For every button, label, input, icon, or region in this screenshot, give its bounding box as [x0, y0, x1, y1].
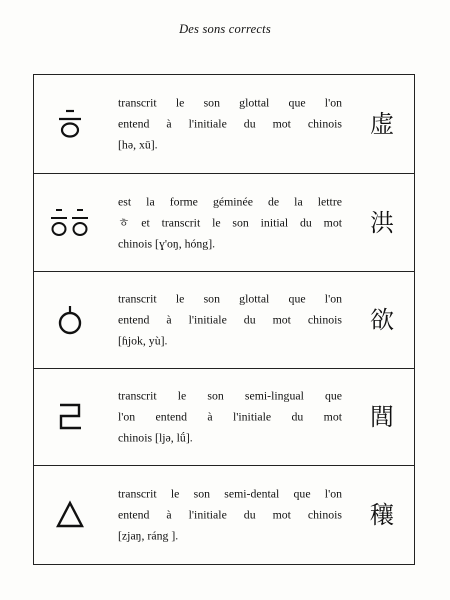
hieut-glyph-icon: [55, 108, 85, 140]
chinese-character: 洪: [370, 208, 394, 237]
chinese-character: 虚: [370, 110, 394, 138]
rieul-glyph-icon: [55, 401, 85, 433]
description-line: transcrit le son semi-lingual que: [118, 388, 342, 403]
description-line: chinois [ljə, lǘ].: [118, 430, 193, 445]
description-line: transcrit le son semi-dental que l'on: [118, 486, 342, 501]
table-row: [34, 369, 414, 466]
double-hieut-glyph-icon: [50, 207, 90, 239]
hangul-letter: [40, 397, 100, 437]
description-line: [hə, xū].: [118, 137, 158, 152]
row-description: [118, 386, 342, 449]
row-description: [118, 289, 342, 352]
row-description: [118, 93, 342, 156]
description-line: transcrit le son glottal que l'on: [118, 291, 342, 306]
description-line: entend à l'initiale du mot chinois: [118, 312, 342, 327]
ieung-glyph-icon: [55, 304, 85, 336]
table-row: [34, 272, 414, 369]
chinese-character: 閭: [370, 403, 394, 431]
description-line: l'on entend à l'initiale du mot: [118, 409, 342, 424]
description-line: est la forme géminée de la lettre: [118, 194, 342, 208]
table-row: [34, 174, 414, 272]
description-line: [ɦjok, yù].: [118, 333, 168, 348]
description-line: ㅎ et transcrit le son initial du mot: [118, 215, 342, 229]
description-line: entend à l'initiale du mot chinois: [118, 507, 342, 522]
hangul-letter: [40, 104, 100, 144]
description-line: [zjaŋ, ráng ].: [118, 528, 179, 543]
hangul-letter: [40, 495, 100, 535]
page-header: Des sons corrects: [179, 22, 271, 36]
triangle-glyph-icon: [55, 499, 85, 531]
row-description: [118, 484, 342, 547]
chinese-character: 欲: [370, 306, 394, 334]
table-row: [34, 75, 414, 174]
hangul-letter: [40, 203, 100, 243]
description-line: chinois [ɣ'oŋ, hóng].: [118, 236, 216, 250]
letters-table: [33, 74, 415, 565]
row-description: [118, 191, 342, 254]
chinese-character: 穰: [370, 501, 394, 529]
hangul-letter: [40, 300, 100, 340]
description-line: transcrit le son glottal que l'on: [118, 95, 342, 110]
table-row: [34, 466, 414, 564]
description-line: entend à l'initiale du mot chinois: [118, 116, 342, 131]
